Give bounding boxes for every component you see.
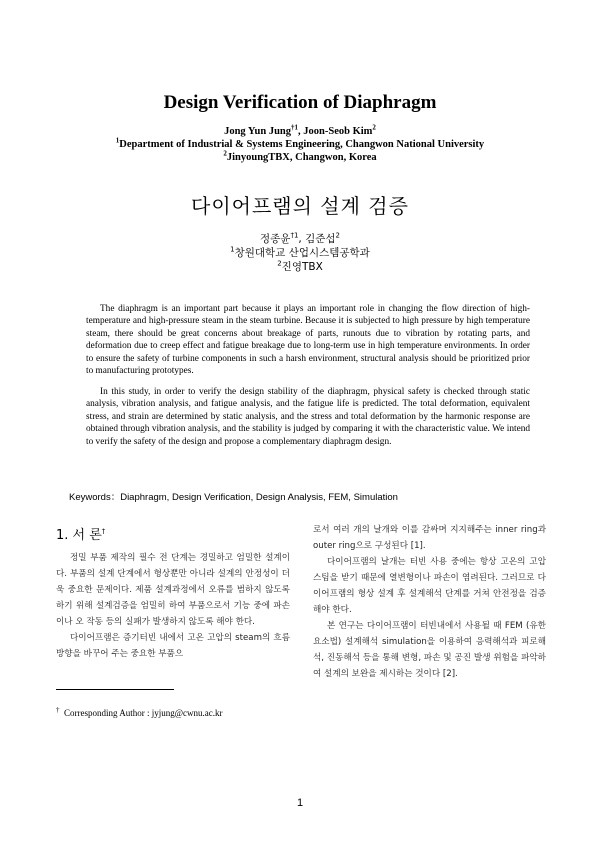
keywords: Keywords：Diaphragm, Design Verification, Design Analysis, FEM, Simulation xyxy=(69,492,398,503)
author-names-en: Jong Yun Jung$^{\dagger 1}$, Joon-Seob Kim$^2$ xyxy=(224,123,376,137)
affiliation-1-ko: $^1$창원대학교 산업시스템공학과 xyxy=(230,245,370,259)
abstract-paragraph-1: The diaphragm is an important part because it plays an important role in changing the flow direction of high-temperature and high-pressure steam in the steam turbine. Because it is subjected to high pressure by high temperature steam, there should be great concerns about breakage of parts, runouts due to vibration by rotating parts, and deformation due to creep effect and fatigue breakage due to long-term use in high temperature environments. In order to ensure the safety of turbine components in such a harsh environment, structural analysis should be prioritized prior to manufacturing prototypes. xyxy=(86,304,530,377)
body-paragraph: 본 연구는 다이어프램이 터빈내에서 사용될 때 FEM (유한요소법) 설계해석 simulation을 이용하여 응력해석과 피로해석, 진동해석 등을 통해 변형, 파손 및 공진 발생 위험을 파악하여 설계의 보완을 제시하는 것이다 [2]. xyxy=(313,621,546,679)
author-names-ko: 정종윤$^{\dagger 1}$, 김준섭$^2$ xyxy=(260,231,340,245)
abstract-paragraph-2: In this study, in order to verify the design stability of the diaphragm, physical safety is checked through static analysis, vibration analysis, and fatigue analysis, and the fatigue life is predicted. The total deformation, equivalent stress, and strain are determined by static analysis, and the stress and total deformation by the harmonic response are obtained through vibration analysis, and the stability is judged by comparing it with the characteristic value. We intend to verify the safety of the design and propose a complementary diaphragm design. xyxy=(86,387,530,447)
paper-title-ko: 다이어프램의 설계 검증 xyxy=(191,194,409,218)
body-paragraph: 로서 여러 개의 날개와 이를 감싸며 지지해주는 inner ring과 outer ring으로 구성된다 [1]. xyxy=(313,525,546,551)
footnote-divider xyxy=(56,689,174,690)
page-number: 1 xyxy=(296,797,304,809)
paper-title-en: Design Verification of Diaphragm xyxy=(163,92,437,113)
section-heading-introduction: 1. 서 론† xyxy=(56,527,106,543)
body-left-column xyxy=(56,550,290,662)
affiliation-2-en: $^2$JinyoungTBX, Changwon, Korea xyxy=(223,149,377,163)
authors-block-en xyxy=(0,125,600,164)
body-paragraph: 다이어프램의 날개는 터빈 사용 중에는 항상 고온의 고압 스팀을 받기 때문에 열변형이나 파손이 염려된다. 그러므로 다이어프램의 형상 설계 후 설계해석 단계를 거쳐 안전정을 검증해야 한다. xyxy=(313,557,546,615)
body-right-column xyxy=(313,522,546,682)
affiliation-1-en: $^1$Department of Industrial & Systems Engineering, Changwon National University xyxy=(115,136,485,150)
affiliation-2-ko: $^2$진영TBX xyxy=(277,259,323,273)
footnote-corresponding-author: † Corresponding Author : jyjung@cwnu.ac.kr xyxy=(56,706,223,718)
body-paragraph: 정밀 부품 제작의 필수 전 단계는 경밀하고 엄밀한 설계이다. 부품의 설계 단계에서 형상뿐만 아니라 설계의 안정성이 더욱 중요한 문제이다. 제품 설계과정에서 오류를 범하지 않도록 하기 위해 설계검증을 엄밀히 하여 부품으로서 기능 중에 파손이나 오 작동 등의 실패가 발생하지 않도록 해야 한다. xyxy=(56,553,290,627)
authors-block-ko xyxy=(0,232,600,274)
body-paragraph: 다이어프램은 증기터빈 내에서 고온 고압의 steam의 흐름 방향을 바꾸어 주는 중요한 부품으 xyxy=(56,633,290,659)
